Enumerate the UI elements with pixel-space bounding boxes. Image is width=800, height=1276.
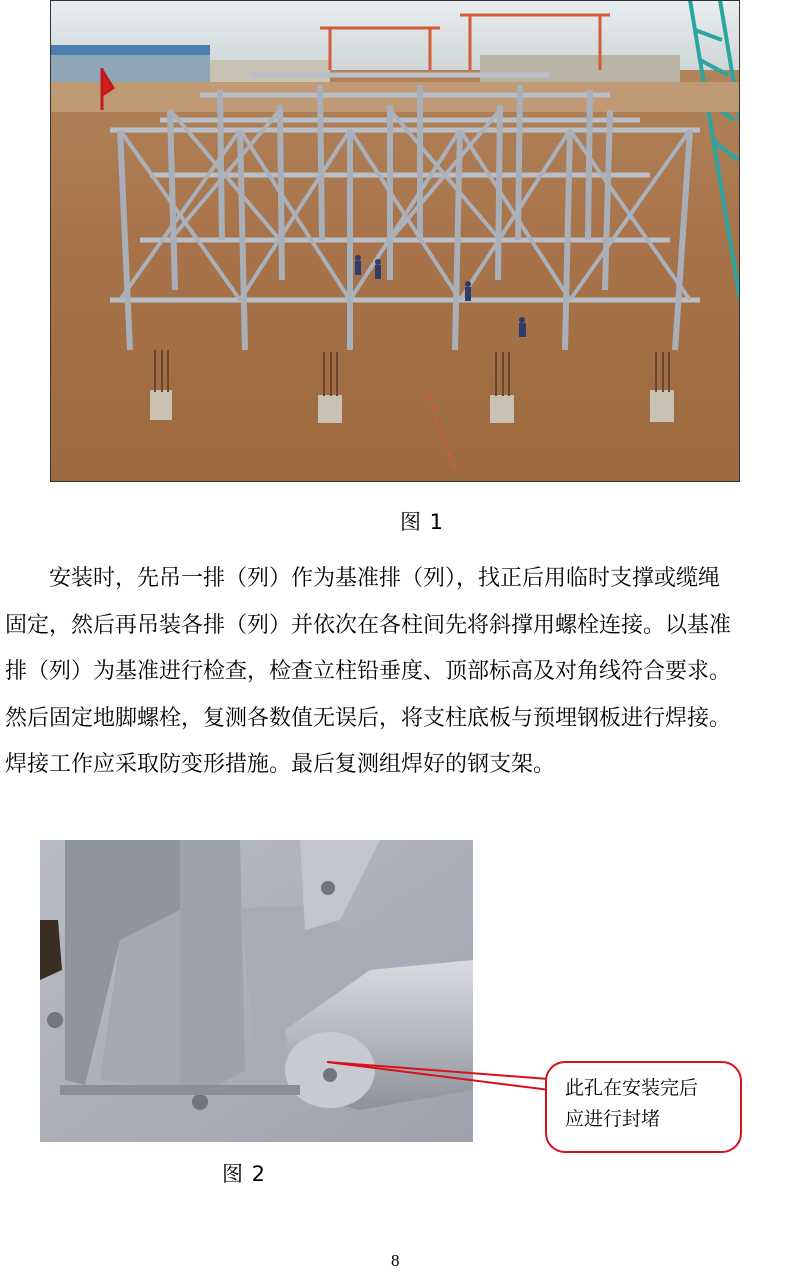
annotation-callout (545, 1061, 742, 1153)
callout-line-2: 应进行封堵 (565, 1108, 661, 1130)
page-number: 8 (391, 1251, 400, 1270)
steel-frame-photo (50, 0, 740, 482)
figure-2-caption: 图 2 (222, 1162, 267, 1186)
paragraph-line: 然后固定地脚螺栓，复测各数值无误后，将支柱底板与预埋钢板进行焊接。 (5, 705, 732, 731)
paragraph-line: 安装时，先吊一排（列）作为基准排（列），找正后用临时支撑或缆绳 (49, 566, 721, 591)
paragraph-line: 固定，然后再吊装各排（列）并依次在各柱间先将斜撑用螺栓连接。以基准 (5, 612, 732, 638)
figure-1-caption: 图 1 (400, 510, 445, 534)
column-base-photo (40, 840, 473, 1142)
callout-line-1: 此孔在安装完后 (565, 1077, 699, 1099)
body-paragraph (5, 556, 795, 789)
paragraph-line: 排（列）为基准进行检查，检查立柱铅垂度、顶部标高及对角线符合要求。 (5, 659, 732, 684)
paragraph-line: 焊接工作应采取防变形措施。最后复测组焊好的钢支架。 (5, 752, 556, 777)
